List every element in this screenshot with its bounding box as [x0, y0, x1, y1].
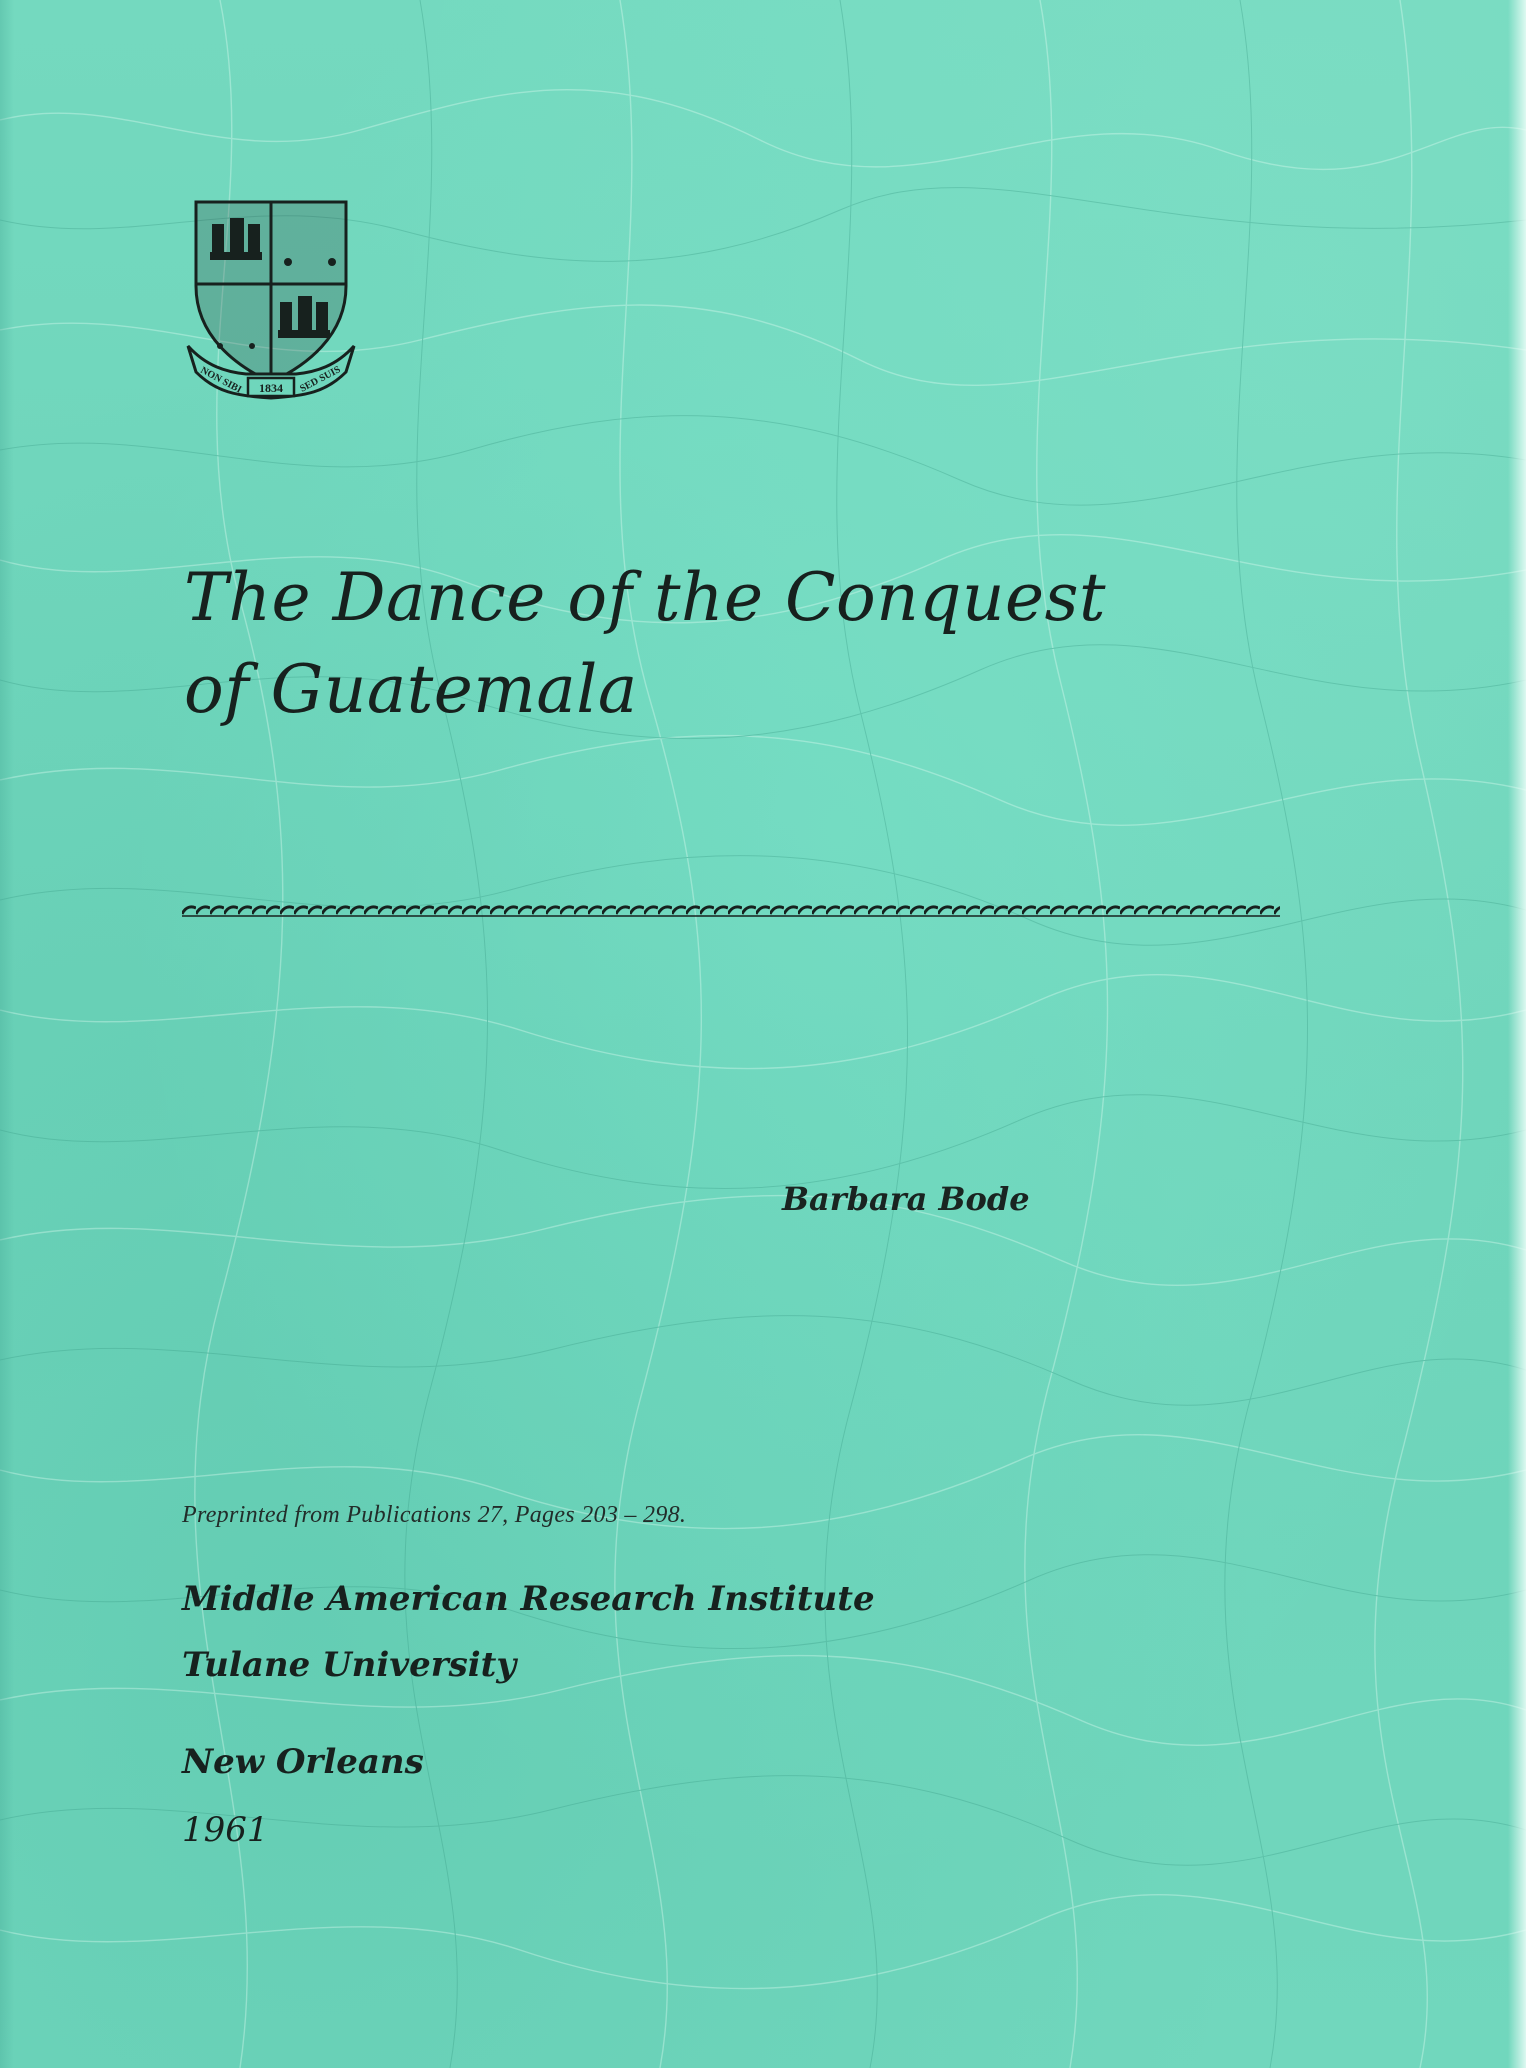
crest-motto-left: NON SIBI — [198, 364, 244, 396]
publisher-block — [182, 1566, 875, 1698]
preprint-note: Preprinted from Publications 27, Pages 203 – 298. — [182, 1502, 687, 1528]
university-name: Tulane University — [182, 1645, 517, 1685]
tulane-coat-of-arms-icon — [186, 196, 356, 406]
city-name: New Orleans — [182, 1742, 424, 1782]
imprint-block — [182, 1728, 424, 1864]
page-edge — [1508, 0, 1526, 2068]
title-line-1: The Dance of the Conquest — [184, 559, 1106, 636]
spine-shadow — [0, 0, 14, 2068]
crest-motto-right: SED SUIS — [298, 364, 343, 395]
publication-year: 1961 — [182, 1810, 269, 1850]
institute-name: Middle American Research Institute — [182, 1579, 875, 1619]
author-name: Barbara Bode — [782, 1180, 1030, 1218]
decorative-rope-divider — [182, 904, 1280, 918]
title-line-2: of Guatemala — [184, 651, 638, 728]
crest-year: 1834 — [259, 381, 283, 395]
book-title — [184, 552, 1184, 736]
